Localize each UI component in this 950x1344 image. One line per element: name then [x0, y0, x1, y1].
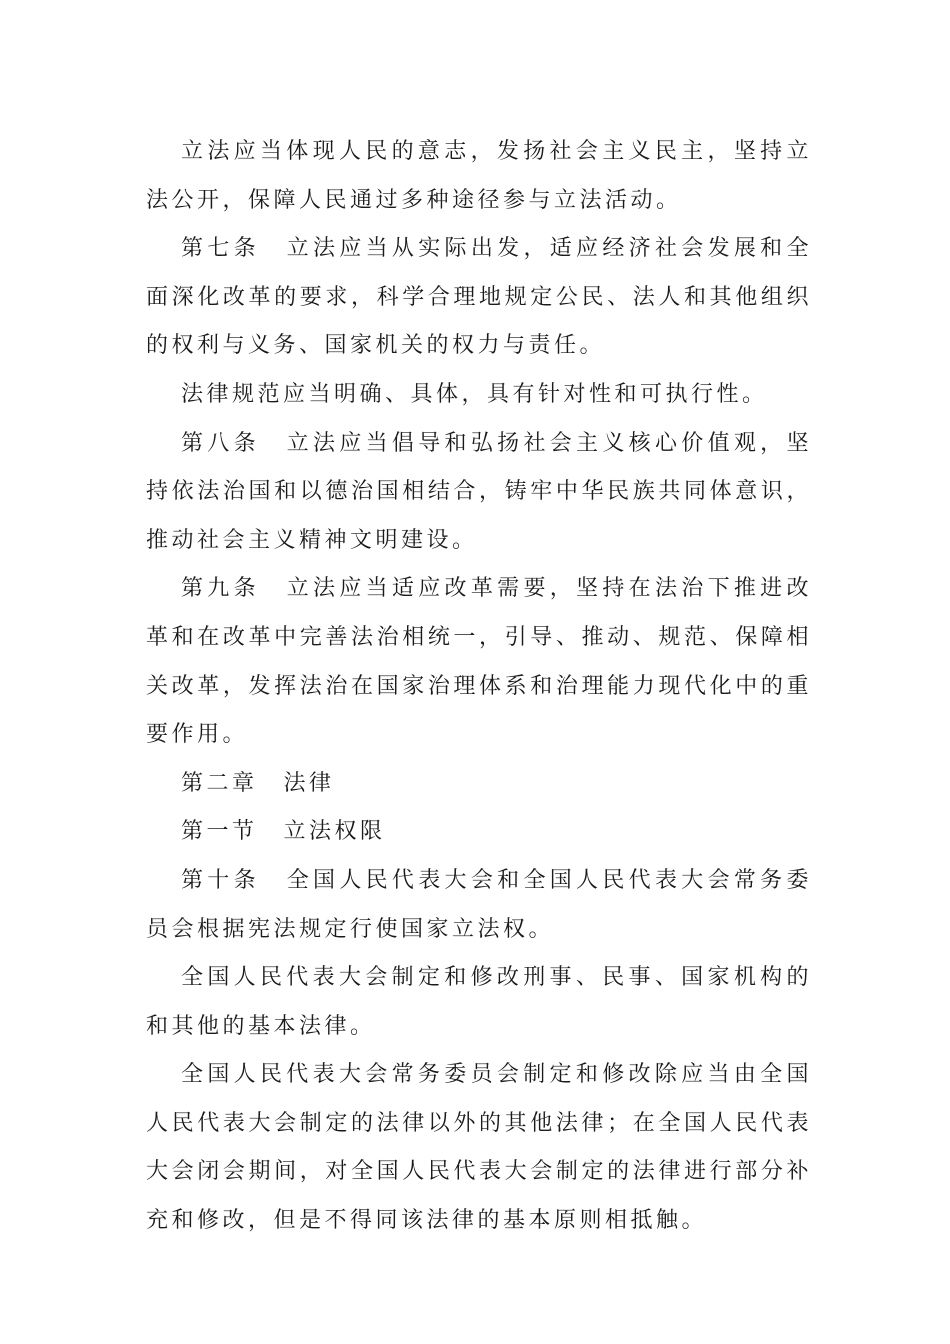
- chapter-number: 第二章: [181, 770, 258, 796]
- paragraph-legal-norms: [146, 371, 812, 420]
- section-number: 第一节: [181, 819, 258, 845]
- document-body: [146, 128, 812, 1246]
- paragraph-text: 全国人民代表大会制定和修改刑事、民事、国家机构的和其他的基本法律。: [146, 965, 812, 1039]
- article-8: [146, 420, 812, 566]
- paragraph-text: 全国人民代表大会常务委员会制定和修改除应当由全国人民代表大会制定的法律以外的其他法律；在全国人民代表大会闭会期间，对全国人民代表大会制定的法律进行部分补充和修改，但是不得同该法律的基本原则相抵触。: [146, 1062, 812, 1234]
- paragraph-legislation-public: [146, 128, 812, 225]
- article-text: 立法应当倡导和弘扬社会主义核心价值观，坚持依法治国和以德治国相结合，铸牢中华民族共同体意识，推动社会主义精神文明建设。: [146, 430, 812, 553]
- paragraph-text: 法律规范应当明确、具体，具有针对性和可执行性。: [181, 381, 768, 407]
- article-text: 立法应当适应改革需要，坚持在法治下推进改革和在改革中完善法治相统一，引导、推动、规范、保障相关改革，发挥法治在国家治理体系和治理能力现代化中的重要作用。: [146, 576, 812, 748]
- article-text: 全国人民代表大会和全国人民代表大会常务委员会根据宪法规定行使国家立法权。: [146, 867, 812, 942]
- article-10: [146, 857, 812, 954]
- paragraph-npc-basic-laws: [146, 954, 812, 1051]
- article-7: [146, 225, 812, 371]
- article-9: [146, 565, 812, 759]
- article-heading: 第九条: [181, 576, 260, 602]
- chapter-title: 法律: [283, 770, 335, 796]
- section-title: 立法权限: [283, 819, 386, 845]
- article-text: 立法应当从实际出发，适应经济社会发展和全面深化改革的要求，科学合理地规定公民、法人和其他组织的权利与义务、国家机关的权力与责任。: [146, 236, 812, 359]
- article-heading: 第七条: [181, 236, 260, 262]
- article-heading: 第十条: [181, 867, 260, 893]
- section-1-heading: [146, 808, 812, 857]
- article-heading: 第八条: [181, 430, 260, 456]
- chapter-2-heading: [146, 760, 812, 809]
- paragraph-text: 立法应当体现人民的意志，发扬社会主义民主，坚持立法公开，保障人民通过多种途径参与立法活动。: [146, 139, 812, 213]
- paragraph-npcsc-laws: [146, 1051, 812, 1245]
